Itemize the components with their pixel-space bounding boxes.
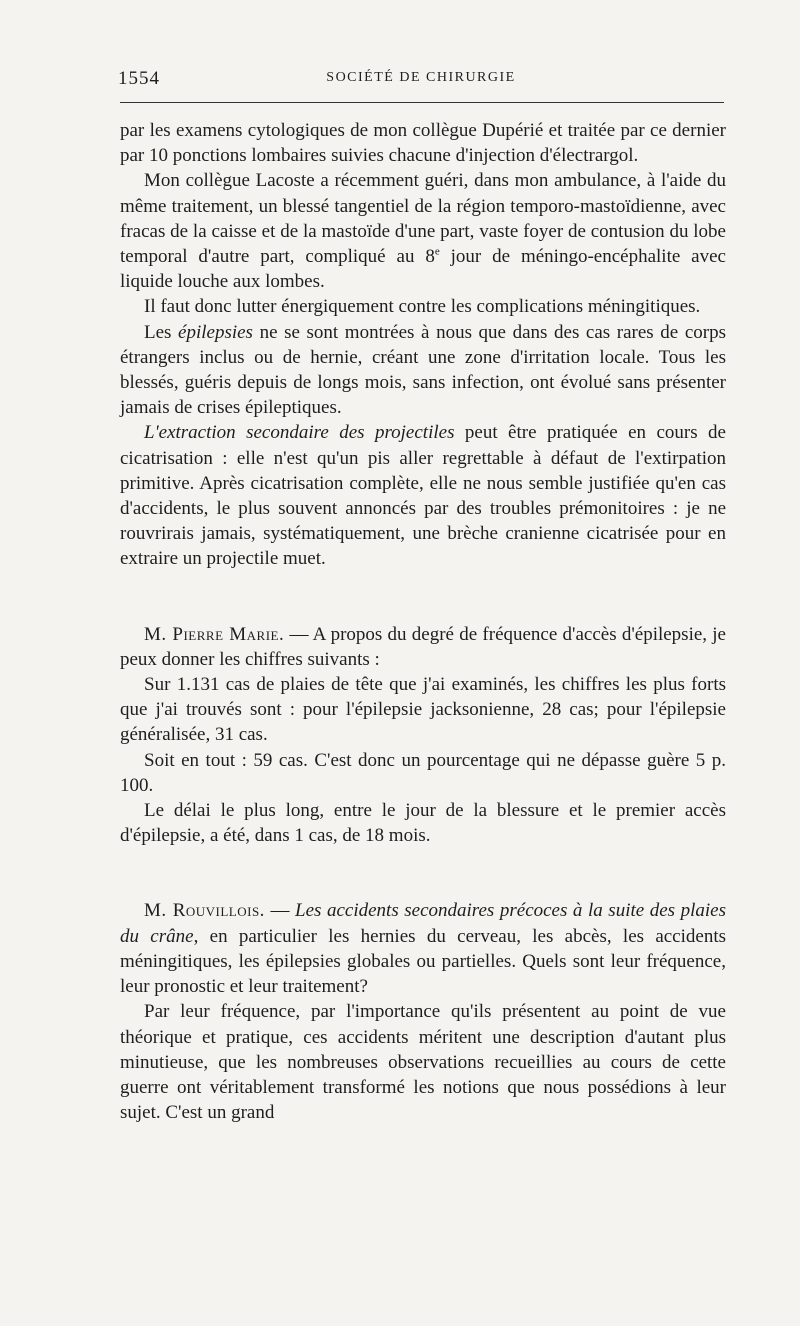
paragraph-extraction (120, 420, 726, 571)
marie-paragraph-cases (120, 672, 726, 748)
paragraph-text: , en particulier les hernies du cerveau, les abcès, les accidents méningitiques, les épilepsies globales ou partielles. Quels sont leur fréquence, leur pronostic et leur traitement? (120, 925, 727, 998)
marie-paragraph-delay (120, 798, 726, 848)
ordinal-superscript: e (434, 245, 440, 258)
paragraph-text: Les (144, 321, 179, 343)
paragraph-text: Mon collègue Lacoste a récemment guéri, dans mon ambulance, à l'aide du même traitement, un blessé tangentiel de la région temporo-mastoïdienne, avec fracas de la caisse et de la mastoïde d'une part, vaste foyer de contusion du lobe temporal d'autre part, compliqué au 8 (120, 170, 726, 268)
rouvillois-intro (120, 898, 726, 999)
paragraph-text: jour de méningo-encéphalite avec liquide louche aux lombes. (120, 246, 726, 293)
paragraph-text: par les examens cytologiques de mon collègue Dupérié et traitée par ce dernier par 10 ponctions lombaires suivies chacune d'injection d'électrargol. (120, 120, 726, 167)
marie-paragraph-total (120, 748, 726, 798)
italic-title: Les accidents secondaires précoces à la suite des plaies du crâne (120, 900, 726, 947)
body-text (120, 118, 726, 1125)
speaker-name: M. Pierre Marie. (144, 623, 285, 645)
header-rule (120, 102, 724, 103)
paragraph-text: Soit en tout : 59 cas. C'est donc un pourcentage qui ne dépasse guère 5 p. 100. (120, 749, 726, 796)
paragraph-text: Par leur fréquence, par l'importance qu'ils présentent au point de vue théorique et pratique, ces accidents méritent une description d'autant plus minutieuse, que les nombreuses observations recueillies au cours de cette guerre ont véritablement transformé les notions que nous possédions à leur sujet. C'est un grand (120, 1001, 726, 1124)
paragraph-continuation (120, 118, 726, 168)
page-number: 1554 (118, 68, 160, 89)
italic-term: L'extraction secondaire des projectiles (144, 422, 455, 444)
paragraph-text: Le délai le plus long, entre le jour de la blessure et le premier accès d'épilepsie, a été, dans 1 cas, de 18 mois. (120, 800, 726, 847)
paragraph-text: ne se sont montrées à nous que dans des cas rares de corps étrangers inclus ou de hernie, créant une zone d'irritation locale. Tous les blessés, guéris depuis de longs mois, sans infection, ont évolué sans présenter jamais de crises épileptiques. (120, 321, 726, 419)
marie-intro (120, 622, 726, 672)
journal-title: SOCIÉTÉ DE CHIRURGIE (326, 70, 516, 85)
speaker-name: M. Rouvillois. (144, 900, 265, 922)
paragraph-text: Il faut donc lutter énergiquement contre les complications méningitiques. (144, 296, 701, 318)
paragraph-text: Sur 1.131 cas de plaies de tête que j'ai examinés, les chiffres les plus forts que j'ai trouvés sont : pour l'épilepsie jacksonienne, 28 cas; pour l'épilepsie généralisée, 31 cas. (120, 674, 726, 746)
paragraph-lacoste (120, 168, 726, 294)
running-head (118, 68, 724, 90)
paragraph-text: — A propos du degré de fréquence d'accès d'épilepsie, je peux donner les chiffres suivants : (120, 623, 726, 670)
paragraph-text: — (264, 900, 296, 922)
paragraph-text: peut être pratiquée en cours de cicatrisation : elle n'est qu'un pis aller regrettable à défaut de l'extirpation primitive. Après cicatrisation complète, elle ne nous semble justifiée qu'en cas d'accidents, le plus souvent annoncés par des troubles prémonitoires : je ne rouvrirais jamais, systématiquement, une brèche cranienne cicatrisée pour en extraire un projectile muet. (120, 422, 726, 570)
italic-term: épilepsies (178, 321, 253, 343)
paragraph-epilepsies (120, 320, 726, 421)
rouvillois-paragraph (120, 999, 726, 1125)
paragraph-complications (120, 294, 726, 319)
